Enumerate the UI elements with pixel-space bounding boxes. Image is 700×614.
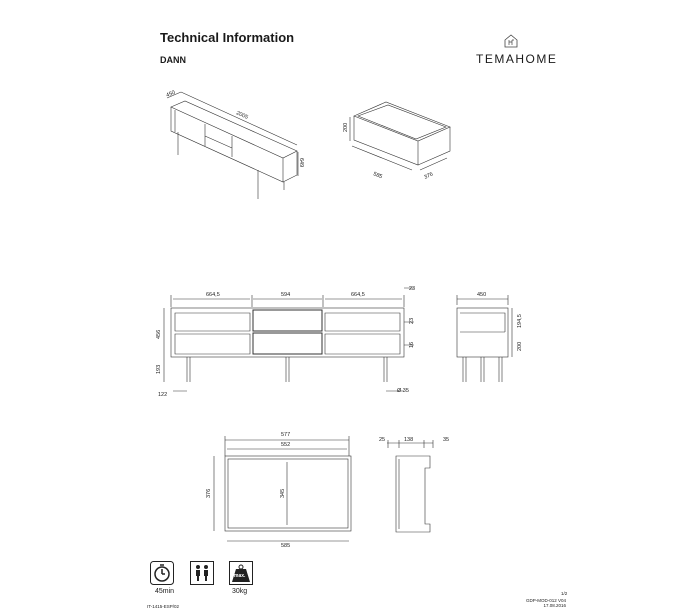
- dim-total-height: 456: [156, 329, 162, 339]
- two-people-icon: [190, 561, 214, 585]
- isometric-drawer-drawing: [350, 102, 450, 170]
- assembly-time: 45min: [155, 588, 175, 595]
- dim-section-c: 35: [443, 437, 450, 443]
- isometric-sideboard-drawing: [165, 89, 298, 199]
- dim-section-b: 138: [404, 437, 414, 443]
- mod-code: GDP-MOD-012 V04: [525, 598, 566, 603]
- front-view-drawing: [164, 288, 414, 391]
- page-number: 1/2: [561, 591, 568, 596]
- dim-drawer-width: 585: [372, 171, 384, 181]
- side-view-drawing: [457, 295, 512, 382]
- dim-leg-diameter: Ø 35: [397, 388, 409, 394]
- brand-name: TEMAHOME: [476, 52, 558, 66]
- model-name: DANN: [160, 55, 186, 65]
- dim-leg-height: 193: [156, 364, 162, 374]
- dim-side-lower: 200: [517, 341, 523, 351]
- max-weight: 30kg: [232, 588, 248, 595]
- doc-date: 17.08.2016: [543, 603, 566, 608]
- dim-drawer-height: 200: [343, 122, 349, 132]
- dim-gap: 16: [409, 341, 415, 348]
- dim-side-offset: 23: [409, 317, 415, 324]
- dim-front-mid: 594: [281, 292, 291, 298]
- drawer-section-drawing: [387, 440, 433, 532]
- dim-side-depth: 450: [477, 292, 487, 298]
- dim-iso-depth: 450: [165, 89, 177, 99]
- footer-codes: [526, 598, 566, 608]
- dim-side-upper: 194,5: [517, 314, 523, 328]
- dim-iso-height: 649: [298, 158, 304, 168]
- dim-plan-height: 376: [206, 488, 212, 498]
- weight-max-text: max.: [234, 573, 246, 579]
- dim-top-offset: 23: [409, 286, 416, 292]
- page-title: Technical Information: [160, 30, 295, 45]
- clock-icon: [150, 561, 174, 585]
- dim-section-a: 25: [379, 437, 386, 443]
- drawer-plan-drawing: [214, 436, 351, 541]
- dim-front-right: 664,5: [351, 292, 365, 298]
- dim-plan-outer: 577: [281, 432, 291, 438]
- dim-plan-bottom: 585: [281, 543, 291, 549]
- dim-drawer-depth: 376: [423, 171, 435, 181]
- dim-front-left: 664,5: [206, 292, 220, 298]
- dim-iso-width: 2005: [235, 110, 249, 121]
- document-code: IT-1415-ESP/02: [147, 604, 180, 609]
- dim-leg-inset: 122: [158, 392, 168, 398]
- dim-plan-inner: 552: [281, 442, 291, 448]
- dim-plan-inner-height: 345: [280, 488, 286, 498]
